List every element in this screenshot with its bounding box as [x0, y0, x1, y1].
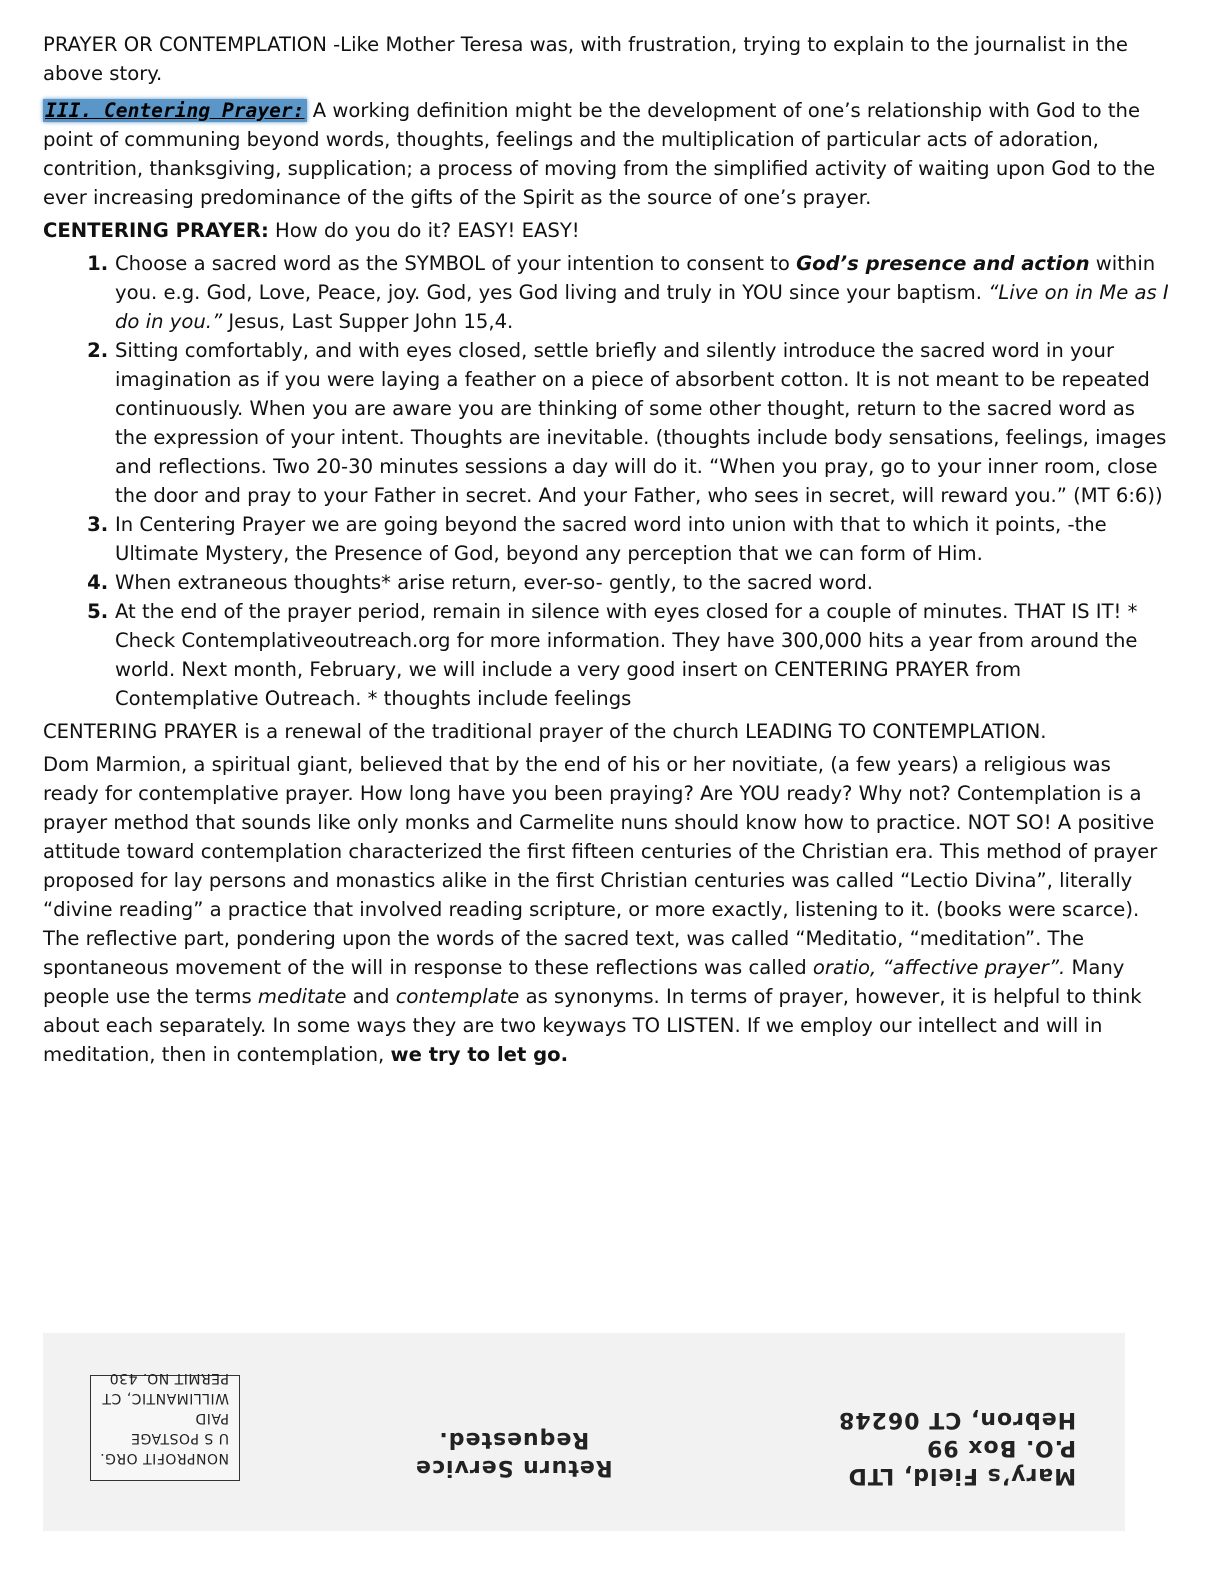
step-1-text-c: within you. e.g. God, Love, Peace, joy. God, yes God living and truly in YOU since your baptism. — [115, 252, 1156, 304]
return-service-notice — [415, 1425, 613, 1481]
mailing-panel — [43, 1333, 1125, 1531]
list-item: 4. When extraneous thoughts* arise return, ever-so- gently, to the sacred word. — [115, 568, 1169, 597]
renewal-paragraph: CENTERING PRAYER is a renewal of the traditional prayer of the church LEADING TO CONTEMPLATION. — [43, 720, 1047, 743]
step-1-emphasis: God’s presence and action — [796, 252, 1090, 275]
address-line: Mary’s Field, LTD — [847, 1463, 1077, 1488]
steps-list — [43, 249, 1169, 713]
marmion-italic-contemplate: contemplate — [395, 985, 520, 1008]
marmion-italic-oratio: oratio, “affective prayer”. — [812, 956, 1066, 979]
postage-permit-box — [90, 1370, 240, 1481]
list-item: 5. At the end of the prayer period, remain in silence with eyes closed for a couple of minutes. THAT IS IT! * Check Contemplativeoutreach.org for more information. They have 300,000 hits a year from around the world. Next month, February, we will include a very good insert on CENTERING PRAYER from Contemplative Outreach. * thoughts include feelings — [115, 597, 1169, 713]
permit-line: U S POSTAGE PAID — [130, 1410, 229, 1446]
step-1-text-a: Choose a sacred word as the SYMBOL of your intention to consent to — [115, 252, 797, 275]
step-1-quote: “Live on in Me as I do in you.” — [115, 281, 1169, 333]
marmion-text-4: as synonyms. In terms of prayer, however, it is helpful to think about each separately. In some ways they are two keyways TO LISTEN. If we employ our intellect and will in meditation, then in contemplation, — [43, 985, 1142, 1066]
return-address — [838, 1405, 1076, 1489]
list-item: 3. In Centering Prayer we are going beyond the sacred word into union with that to which it points, -the Ultimate Mystery, the Presence of God, beyond any perception that we can form of Him. — [115, 510, 1169, 568]
marmion-text-2: Many people use the terms — [43, 956, 1125, 1008]
address-line: Hebron, CT 06248 — [838, 1407, 1077, 1432]
return-service-line: Requested. — [438, 1427, 590, 1452]
intro-paragraph: PRAYER OR CONTEMPLATION -Like Mother Teresa was, with frustration, trying to explain to the journalist in the above story. — [43, 33, 1128, 85]
return-service-line: Return Service — [415, 1455, 613, 1480]
marmion-text-1: Dom Marmion, a spiritual giant, believed that by the end of his or her novitiate, (a few years) a religious was ready for contemplative prayer. How long have you been praying? Are YOU ready? Why not? Contemplation is a prayer method that sounds like only monks and Carmelite nuns should know how to practice. NOT SO! A positive attitude toward contemplation characterized the first fifteen centuries of the Christian era. This method of prayer proposed for lay persons and monastics alike in the first Christian centuries was called “Lectio Divina”, literally “divine reading” a practice that involved reading scripture, or more exactly, listening to it. (books were scarce). The reflective part, pondering upon the words of the sacred text, was called “Meditatio, “meditation”. The spontaneous movement of the will in response to these reflections was called — [43, 753, 1158, 979]
permit-line: NONPROFIT ORG. — [99, 1450, 229, 1466]
marmion-italic-meditate: meditate — [257, 985, 347, 1008]
document-body — [43, 30, 1169, 1069]
permit-line: PERMIT NO. 430 — [109, 1370, 229, 1386]
list-item: 2. Sitting comfortably, and with eyes closed, settle briefly and silently introduce the sacred word in your imagination as if you were laying a feather on a piece of absorbent cotton. It is not meant to be repeated continuously. When you are aware you are thinking of some other thought, return to the sacred word as the expression of your intent. Thoughts are inevitable. (thoughts include body sensations, feelings, images and reflections. Two 20-30 minutes sessions a day will do it. “When you pray, go to your inner room, close the door and pray to your Father in secret. And your Father, who sees in secret, will reward you.” (MT 6:6)) — [115, 336, 1169, 510]
permit-line: WILLIMANTIC, CT — [101, 1390, 229, 1406]
definition-text: A working definition might be the development of one’s relationship with God to the point of communing beyond words, thoughts, feelings and the multiplication of particular acts of adoration, contrition, thanksgiving, supplication; a process of moving from the simplified activity of waiting upon God to the ever increasing predominance of the gifts of the Spirit as the source of one’s prayer. — [43, 99, 1156, 209]
list-item — [115, 249, 1169, 336]
step-1-text-e: Jesus, Last Supper John 15,4. — [222, 310, 514, 333]
marmion-text-3: and — [346, 985, 396, 1008]
marmion-paragraph — [43, 750, 1169, 1069]
howto-label: CENTERING PRAYER: — [43, 219, 269, 242]
howto-line — [43, 216, 1169, 245]
section-heading: III. Centering Prayer: — [45, 99, 305, 122]
marmion-bold-let-go: we try to let go. — [390, 1043, 569, 1066]
centering-prayer-definition — [43, 96, 1169, 212]
address-line: P.O. Box 99 — [926, 1435, 1077, 1460]
howto-text: How do you do it? EASY! EASY! — [268, 219, 580, 242]
